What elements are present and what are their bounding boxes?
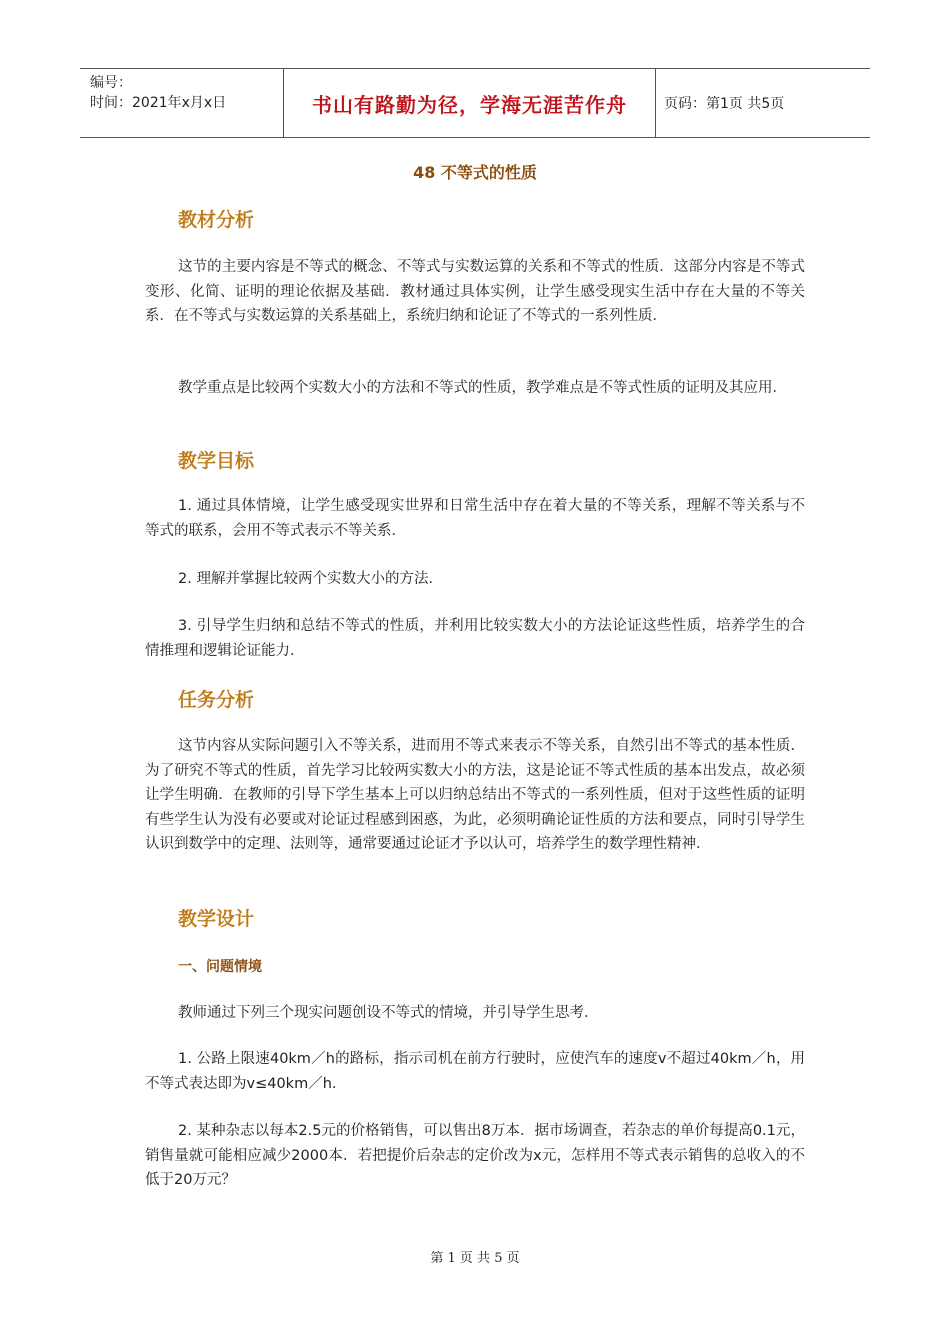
header-page-info: 页码：第1页 共5页 [664, 96, 785, 112]
design-intro: 教师通过下列三个现实问题创设不等式的情境，并引导学生思考． [178, 1005, 599, 1021]
goal-item-1: 1. 通过具体情境，让学生感受现实世界和日常生活中存在着大量的不等关系，理解不等关系与不等式的联系，会用不等式表示不等关系． [145, 498, 805, 539]
section-heading-goals: 教学目标 [178, 450, 255, 472]
subheading-problem-context: 一、问题情境 [178, 959, 262, 975]
serial-label: 编号： [90, 75, 132, 91]
analysis-paragraph-1: 这节的主要内容是不等式的概念、不等式与实数运算的关系和不等式的性质．这部分内容是不等式变形、化简、证明的理论依据及基础．教材通过具体实例，让学生感受现实生活中存在大量的不等关系．在不等式与实数运算的关系基础上，系统归纳和论证了不等式的一系列性质． [145, 259, 805, 324]
question-1: 1. 公路上限速40km／h的路标，指示司机在前方行驶时，应使汽车的速度v不超过40km／h，用不等式表达即为v≤40km／h． [145, 1051, 805, 1092]
document-title: 48 不等式的性质 [413, 163, 537, 182]
header-motto: 书山有路勤为径，学海无涯苦作舟 [312, 92, 627, 117]
analysis-paragraph-2: 教学重点是比较两个实数大小的方法和不等式的性质，教学难点是不等式性质的证明及其应用． [178, 380, 787, 396]
date-label: 时间：2021年x月x日 [90, 95, 227, 111]
page-footer: 第 1 页 共 5 页 [430, 1251, 520, 1266]
question-2: 2. 某种杂志以每本2.5元的价格销售，可以售出8万本．据市场调查，若杂志的单价每提高0.1元，销售量就可能相应减少2000本．若把提价后杂志的定价改为x元，怎样用不等式表示销售的总收入的不低于20万元？ [145, 1123, 805, 1188]
section-heading-analysis: 教材分析 [178, 209, 255, 231]
task-paragraph: 这节内容从实际问题引入不等关系，进而用不等式来表示不等关系，自然引出不等式的基本性质．为了研究不等式的性质，首先学习比较两实数大小的方法，这是论证不等式性质的基本出发点，故必须让学生明确．在教师的引导下学生基本上可以归纳总结出不等式的一系列性质，但对于这些性质的证明有些学生认为没有必要或对论证过程感到困惑，为此，必须明确论证性质的方法和要点，同时引导学生认识到数学中的定理、法则等，通常要通过论证才予以认可，培养学生的数学理性精神． [145, 738, 805, 852]
header-table [80, 68, 870, 138]
header-meta [90, 73, 270, 113]
section-heading-task: 任务分析 [178, 689, 255, 711]
goal-item-2: 2. 理解并掌握比较两个实数大小的方法． [178, 571, 443, 587]
section-heading-design: 教学设计 [178, 908, 255, 930]
goal-item-3: 3. 引导学生归纳和总结不等式的性质，并利用比较实数大小的方法论证这些性质，培养学生的合情推理和逻辑论证能力． [145, 618, 805, 659]
header-divider [655, 69, 656, 137]
